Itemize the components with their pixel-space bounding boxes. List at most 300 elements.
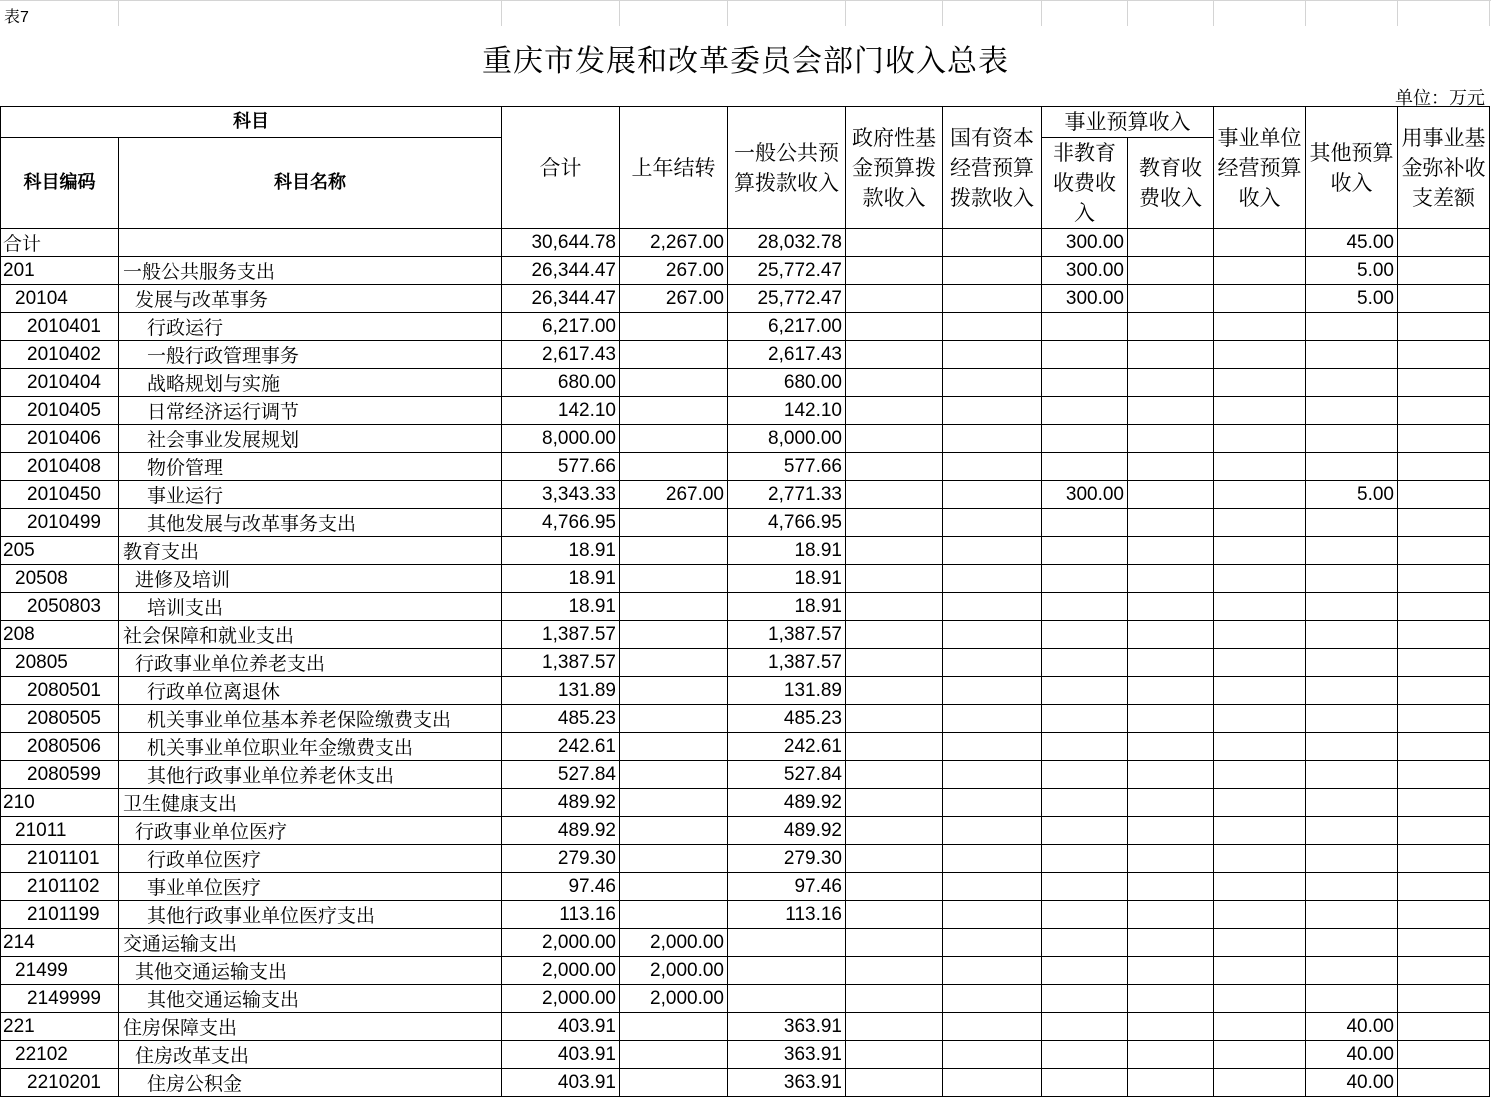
cell-general: 18.91 — [728, 537, 846, 565]
cell-code: 2010404 — [1, 369, 119, 397]
cell-general: 4,766.95 — [728, 509, 846, 537]
cell-carryover: 2,267.00 — [620, 229, 728, 257]
cell-state-capital — [943, 509, 1042, 537]
cell-total: 2,000.00 — [502, 929, 620, 957]
cell-edu-fee — [1128, 425, 1214, 453]
cell-fund-offset — [1398, 341, 1490, 369]
table-body — [1, 229, 1490, 1097]
cell-unit-operating — [1214, 229, 1306, 257]
table-row — [1, 369, 1490, 397]
cell-other — [1306, 509, 1398, 537]
cell-name: 行政事业单位医疗 — [119, 817, 502, 845]
cell-unit-operating — [1214, 901, 1306, 929]
cell-code: 20508 — [1, 565, 119, 593]
cell-other — [1306, 957, 1398, 985]
cell-name: 机关事业单位职业年金缴费支出 — [119, 733, 502, 761]
cell-non-edu-fee — [1042, 537, 1128, 565]
table-row — [1, 901, 1490, 929]
cell-code: 2010450 — [1, 481, 119, 509]
cell-general: 2,617.43 — [728, 341, 846, 369]
cell-unit-operating — [1214, 313, 1306, 341]
cell-non-edu-fee — [1042, 929, 1128, 957]
cell-unit-operating — [1214, 509, 1306, 537]
cell-non-edu-fee — [1042, 425, 1128, 453]
cell-state-capital — [943, 425, 1042, 453]
cell-total: 1,387.57 — [502, 621, 620, 649]
cell-edu-fee — [1128, 1069, 1214, 1097]
cell-carryover: 267.00 — [620, 481, 728, 509]
cell-carryover — [620, 901, 728, 929]
cell-non-edu-fee — [1042, 369, 1128, 397]
cell-state-capital — [943, 229, 1042, 257]
cell-gov-fund — [846, 789, 943, 817]
cell-name: 物价管理 — [119, 453, 502, 481]
cell-fund-offset — [1398, 817, 1490, 845]
cell-gov-fund — [846, 705, 943, 733]
cell-non-edu-fee — [1042, 621, 1128, 649]
table-row — [1, 649, 1490, 677]
cell-edu-fee — [1128, 873, 1214, 901]
cell-fund-offset — [1398, 677, 1490, 705]
cell-edu-fee — [1128, 537, 1214, 565]
header-gov-fund-budget: 政府性基金预算拨款收入 — [846, 107, 943, 229]
cell-gov-fund — [846, 425, 943, 453]
cell-fund-offset — [1398, 985, 1490, 1013]
cell-general: 6,217.00 — [728, 313, 846, 341]
cell-total: 18.91 — [502, 593, 620, 621]
cell-other: 5.00 — [1306, 285, 1398, 313]
cell-unit-operating — [1214, 397, 1306, 425]
cell-carryover — [620, 817, 728, 845]
cell-fund-offset — [1398, 929, 1490, 957]
cell-name: 进修及培训 — [119, 565, 502, 593]
cell-other — [1306, 733, 1398, 761]
cell-gov-fund — [846, 845, 943, 873]
cell-general: 279.30 — [728, 845, 846, 873]
cell-carryover: 2,000.00 — [620, 929, 728, 957]
cell-gov-fund — [846, 481, 943, 509]
cell-name: 其他交通运输支出 — [119, 985, 502, 1013]
cell-gov-fund — [846, 593, 943, 621]
table-row — [1, 985, 1490, 1013]
cell-general: 363.91 — [728, 1041, 846, 1069]
cell-gov-fund — [846, 985, 943, 1013]
cell-total: 30,644.78 — [502, 229, 620, 257]
cell-carryover: 2,000.00 — [620, 985, 728, 1013]
cell-gov-fund — [846, 537, 943, 565]
cell-state-capital — [943, 397, 1042, 425]
cell-edu-fee — [1128, 649, 1214, 677]
cell-carryover — [620, 425, 728, 453]
cell-gov-fund — [846, 873, 943, 901]
cell-carryover — [620, 313, 728, 341]
cell-unit-operating — [1214, 481, 1306, 509]
cell-total: 26,344.47 — [502, 257, 620, 285]
cell-other — [1306, 369, 1398, 397]
cell-non-edu-fee — [1042, 705, 1128, 733]
cell-state-capital — [943, 901, 1042, 929]
table-row — [1, 341, 1490, 369]
cell-general: 113.16 — [728, 901, 846, 929]
cell-fund-offset — [1398, 1041, 1490, 1069]
cell-code: 2010402 — [1, 341, 119, 369]
cell-total: 4,766.95 — [502, 509, 620, 537]
cell-state-capital — [943, 873, 1042, 901]
cell-non-edu-fee — [1042, 397, 1128, 425]
cell-unit-operating — [1214, 537, 1306, 565]
cell-code: 合计 — [1, 229, 119, 257]
cell-name: 日常经济运行调节 — [119, 397, 502, 425]
cell-unit-operating — [1214, 369, 1306, 397]
cell-state-capital — [943, 1013, 1042, 1041]
cell-fund-offset — [1398, 565, 1490, 593]
cell-gov-fund — [846, 621, 943, 649]
cell-carryover — [620, 453, 728, 481]
cell-name — [119, 229, 502, 257]
cell-non-edu-fee: 300.00 — [1042, 285, 1128, 313]
cell-carryover — [620, 1069, 728, 1097]
cell-non-edu-fee — [1042, 313, 1128, 341]
cell-state-capital — [943, 341, 1042, 369]
cell-other — [1306, 621, 1398, 649]
cell-name: 其他行政事业单位养老休支出 — [119, 761, 502, 789]
cell-general: 25,772.47 — [728, 257, 846, 285]
cell-code: 2010499 — [1, 509, 119, 537]
cell-other — [1306, 789, 1398, 817]
cell-gov-fund — [846, 649, 943, 677]
table-row — [1, 593, 1490, 621]
cell-total: 26,344.47 — [502, 285, 620, 313]
cell-general: 142.10 — [728, 397, 846, 425]
header-total: 合计 — [502, 107, 620, 229]
cell-general: 2,771.33 — [728, 481, 846, 509]
cell-total: 527.84 — [502, 761, 620, 789]
cell-code: 2080501 — [1, 677, 119, 705]
cell-code: 22102 — [1, 1041, 119, 1069]
cell-edu-fee — [1128, 341, 1214, 369]
cell-other: 5.00 — [1306, 257, 1398, 285]
cell-fund-offset — [1398, 1069, 1490, 1097]
cell-other — [1306, 705, 1398, 733]
cell-code: 214 — [1, 929, 119, 957]
cell-edu-fee — [1128, 929, 1214, 957]
cell-other: 40.00 — [1306, 1013, 1398, 1041]
cell-state-capital — [943, 481, 1042, 509]
cell-non-edu-fee — [1042, 817, 1128, 845]
cell-total: 242.61 — [502, 733, 620, 761]
cell-code: 2080505 — [1, 705, 119, 733]
cell-gov-fund — [846, 901, 943, 929]
cell-total: 489.92 — [502, 789, 620, 817]
cell-gov-fund — [846, 341, 943, 369]
header-prior-year-carryover: 上年结转 — [620, 107, 728, 229]
cell-other — [1306, 425, 1398, 453]
cell-general: 8,000.00 — [728, 425, 846, 453]
cell-edu-fee — [1128, 761, 1214, 789]
cell-code: 210 — [1, 789, 119, 817]
cell-carryover — [620, 397, 728, 425]
cell-other — [1306, 817, 1398, 845]
header-edu-fee: 教育收费收入 — [1128, 138, 1214, 229]
cell-fund-offset — [1398, 453, 1490, 481]
cell-unit-operating — [1214, 761, 1306, 789]
cell-state-capital — [943, 705, 1042, 733]
cell-general: 242.61 — [728, 733, 846, 761]
cell-non-edu-fee: 300.00 — [1042, 481, 1128, 509]
cell-state-capital — [943, 369, 1042, 397]
cell-general — [728, 929, 846, 957]
cell-general: 131.89 — [728, 677, 846, 705]
cell-other: 40.00 — [1306, 1069, 1398, 1097]
cell-non-edu-fee — [1042, 565, 1128, 593]
cell-non-edu-fee — [1042, 1041, 1128, 1069]
cell-non-edu-fee: 300.00 — [1042, 257, 1128, 285]
cell-fund-offset — [1398, 789, 1490, 817]
table-row — [1, 845, 1490, 873]
cell-general: 1,387.57 — [728, 649, 846, 677]
cell-edu-fee — [1128, 621, 1214, 649]
cell-total: 2,000.00 — [502, 985, 620, 1013]
cell-general: 97.46 — [728, 873, 846, 901]
cell-non-edu-fee — [1042, 453, 1128, 481]
cell-name: 社会保障和就业支出 — [119, 621, 502, 649]
cell-name: 行政事业单位养老支出 — [119, 649, 502, 677]
cell-gov-fund — [846, 1041, 943, 1069]
cell-other — [1306, 313, 1398, 341]
cell-non-edu-fee — [1042, 957, 1128, 985]
cell-gov-fund — [846, 565, 943, 593]
cell-total: 18.91 — [502, 537, 620, 565]
table-row — [1, 873, 1490, 901]
cell-state-capital — [943, 285, 1042, 313]
cell-name: 一般行政管理事务 — [119, 341, 502, 369]
cell-name: 教育支出 — [119, 537, 502, 565]
cell-non-edu-fee — [1042, 677, 1128, 705]
cell-name: 其他发展与改革事务支出 — [119, 509, 502, 537]
table-row — [1, 817, 1490, 845]
header-subject-group: 科目 — [1, 107, 502, 138]
header-business-budget-group: 事业预算收入 — [1042, 107, 1214, 138]
cell-gov-fund — [846, 257, 943, 285]
cell-state-capital — [943, 1041, 1042, 1069]
cell-fund-offset — [1398, 901, 1490, 929]
cell-edu-fee — [1128, 565, 1214, 593]
cell-fund-offset — [1398, 733, 1490, 761]
cell-total: 485.23 — [502, 705, 620, 733]
cell-total: 403.91 — [502, 1069, 620, 1097]
cell-code: 2149999 — [1, 985, 119, 1013]
cell-unit-operating — [1214, 257, 1306, 285]
cell-unit-operating — [1214, 1013, 1306, 1041]
cell-edu-fee — [1128, 593, 1214, 621]
cell-non-edu-fee — [1042, 509, 1128, 537]
cell-fund-offset — [1398, 705, 1490, 733]
cell-state-capital — [943, 761, 1042, 789]
cell-carryover: 267.00 — [620, 285, 728, 313]
cell-code: 2080599 — [1, 761, 119, 789]
cell-unit-operating — [1214, 341, 1306, 369]
cell-general: 489.92 — [728, 817, 846, 845]
table-row — [1, 313, 1490, 341]
cell-unit-operating — [1214, 621, 1306, 649]
cell-carryover — [620, 1041, 728, 1069]
cell-name: 其他行政事业单位医疗支出 — [119, 901, 502, 929]
cell-gov-fund — [846, 761, 943, 789]
cell-fund-offset — [1398, 649, 1490, 677]
cell-carryover — [620, 537, 728, 565]
cell-unit-operating — [1214, 789, 1306, 817]
cell-unit-operating — [1214, 957, 1306, 985]
cell-carryover — [620, 761, 728, 789]
cell-general: 485.23 — [728, 705, 846, 733]
cell-total: 2,617.43 — [502, 341, 620, 369]
cell-total: 142.10 — [502, 397, 620, 425]
cell-name: 一般公共服务支出 — [119, 257, 502, 285]
table-row — [1, 453, 1490, 481]
cell-other — [1306, 341, 1398, 369]
cell-general: 680.00 — [728, 369, 846, 397]
income-summary-table — [0, 106, 1490, 1097]
cell-name: 机关事业单位基本养老保险缴费支出 — [119, 705, 502, 733]
cell-gov-fund — [846, 229, 943, 257]
cell-code: 2050803 — [1, 593, 119, 621]
cell-code: 208 — [1, 621, 119, 649]
cell-state-capital — [943, 985, 1042, 1013]
cell-edu-fee — [1128, 1041, 1214, 1069]
cell-gov-fund — [846, 397, 943, 425]
cell-edu-fee — [1128, 705, 1214, 733]
table-row — [1, 425, 1490, 453]
cell-total: 489.92 — [502, 817, 620, 845]
cell-total: 97.46 — [502, 873, 620, 901]
table-row — [1, 621, 1490, 649]
cell-edu-fee — [1128, 985, 1214, 1013]
table-row — [1, 929, 1490, 957]
cell-code: 2010406 — [1, 425, 119, 453]
cell-other — [1306, 397, 1398, 425]
cell-gov-fund — [846, 1013, 943, 1041]
cell-state-capital — [943, 957, 1042, 985]
cell-total: 279.30 — [502, 845, 620, 873]
cell-other — [1306, 873, 1398, 901]
table-label: 表7 — [4, 9, 29, 26]
cell-carryover — [620, 789, 728, 817]
header-fund-balance-offset: 用事业基金弥补收支差额 — [1398, 107, 1490, 229]
cell-carryover — [620, 845, 728, 873]
cell-edu-fee — [1128, 1013, 1214, 1041]
cell-non-edu-fee — [1042, 901, 1128, 929]
cell-name: 战略规划与实施 — [119, 369, 502, 397]
cell-fund-offset — [1398, 425, 1490, 453]
cell-fund-offset — [1398, 845, 1490, 873]
header-non-edu-fee: 非教育收费收入 — [1042, 138, 1128, 229]
cell-carryover: 2,000.00 — [620, 957, 728, 985]
cell-unit-operating — [1214, 705, 1306, 733]
cell-gov-fund — [846, 817, 943, 845]
cell-general: 18.91 — [728, 565, 846, 593]
header-other-budget: 其他预算收入 — [1306, 107, 1398, 229]
table-row — [1, 733, 1490, 761]
cell-code: 21011 — [1, 817, 119, 845]
cell-edu-fee — [1128, 229, 1214, 257]
cell-non-edu-fee — [1042, 761, 1128, 789]
cell-carryover — [620, 621, 728, 649]
cell-unit-operating — [1214, 1041, 1306, 1069]
cell-name: 培训支出 — [119, 593, 502, 621]
cell-non-edu-fee — [1042, 733, 1128, 761]
cell-state-capital — [943, 313, 1042, 341]
table-row — [1, 481, 1490, 509]
unit-label: 单位：万元 — [1395, 88, 1485, 108]
cell-total: 6,217.00 — [502, 313, 620, 341]
cell-gov-fund — [846, 1069, 943, 1097]
table-row — [1, 509, 1490, 537]
cell-carryover — [620, 1013, 728, 1041]
cell-state-capital — [943, 649, 1042, 677]
cell-fund-offset — [1398, 1013, 1490, 1041]
cell-gov-fund — [846, 509, 943, 537]
cell-gov-fund — [846, 957, 943, 985]
table-row — [1, 537, 1490, 565]
cell-other — [1306, 929, 1398, 957]
cell-general — [728, 985, 846, 1013]
cell-unit-operating — [1214, 425, 1306, 453]
cell-fund-offset — [1398, 509, 1490, 537]
cell-non-edu-fee — [1042, 1069, 1128, 1097]
cell-unit-operating — [1214, 565, 1306, 593]
cell-fund-offset — [1398, 537, 1490, 565]
cell-gov-fund — [846, 677, 943, 705]
cell-non-edu-fee — [1042, 593, 1128, 621]
cell-edu-fee — [1128, 285, 1214, 313]
cell-gov-fund — [846, 453, 943, 481]
cell-name: 住房公积金 — [119, 1069, 502, 1097]
cell-edu-fee — [1128, 817, 1214, 845]
page-title: 重庆市发展和改革委员会部门收入总表 — [482, 44, 1009, 79]
cell-carryover — [620, 593, 728, 621]
cell-code: 2101199 — [1, 901, 119, 929]
cell-state-capital — [943, 789, 1042, 817]
cell-gov-fund — [846, 313, 943, 341]
cell-other — [1306, 845, 1398, 873]
cell-other: 45.00 — [1306, 229, 1398, 257]
cell-edu-fee — [1128, 789, 1214, 817]
cell-edu-fee — [1128, 957, 1214, 985]
cell-fund-offset — [1398, 761, 1490, 789]
cell-unit-operating — [1214, 649, 1306, 677]
cell-total: 403.91 — [502, 1013, 620, 1041]
cell-total: 403.91 — [502, 1041, 620, 1069]
cell-general: 25,772.47 — [728, 285, 846, 313]
cell-non-edu-fee — [1042, 789, 1128, 817]
cell-name: 行政单位医疗 — [119, 845, 502, 873]
cell-unit-operating — [1214, 985, 1306, 1013]
cell-state-capital — [943, 593, 1042, 621]
header-subject-code: 科目编码 — [1, 138, 119, 229]
cell-fund-offset — [1398, 593, 1490, 621]
cell-fund-offset — [1398, 621, 1490, 649]
cell-edu-fee — [1128, 453, 1214, 481]
cell-other — [1306, 649, 1398, 677]
cell-state-capital — [943, 621, 1042, 649]
cell-non-edu-fee — [1042, 1013, 1128, 1041]
cell-state-capital — [943, 257, 1042, 285]
cell-unit-operating — [1214, 733, 1306, 761]
cell-state-capital — [943, 537, 1042, 565]
cell-edu-fee — [1128, 397, 1214, 425]
cell-state-capital — [943, 733, 1042, 761]
table-row — [1, 1069, 1490, 1097]
